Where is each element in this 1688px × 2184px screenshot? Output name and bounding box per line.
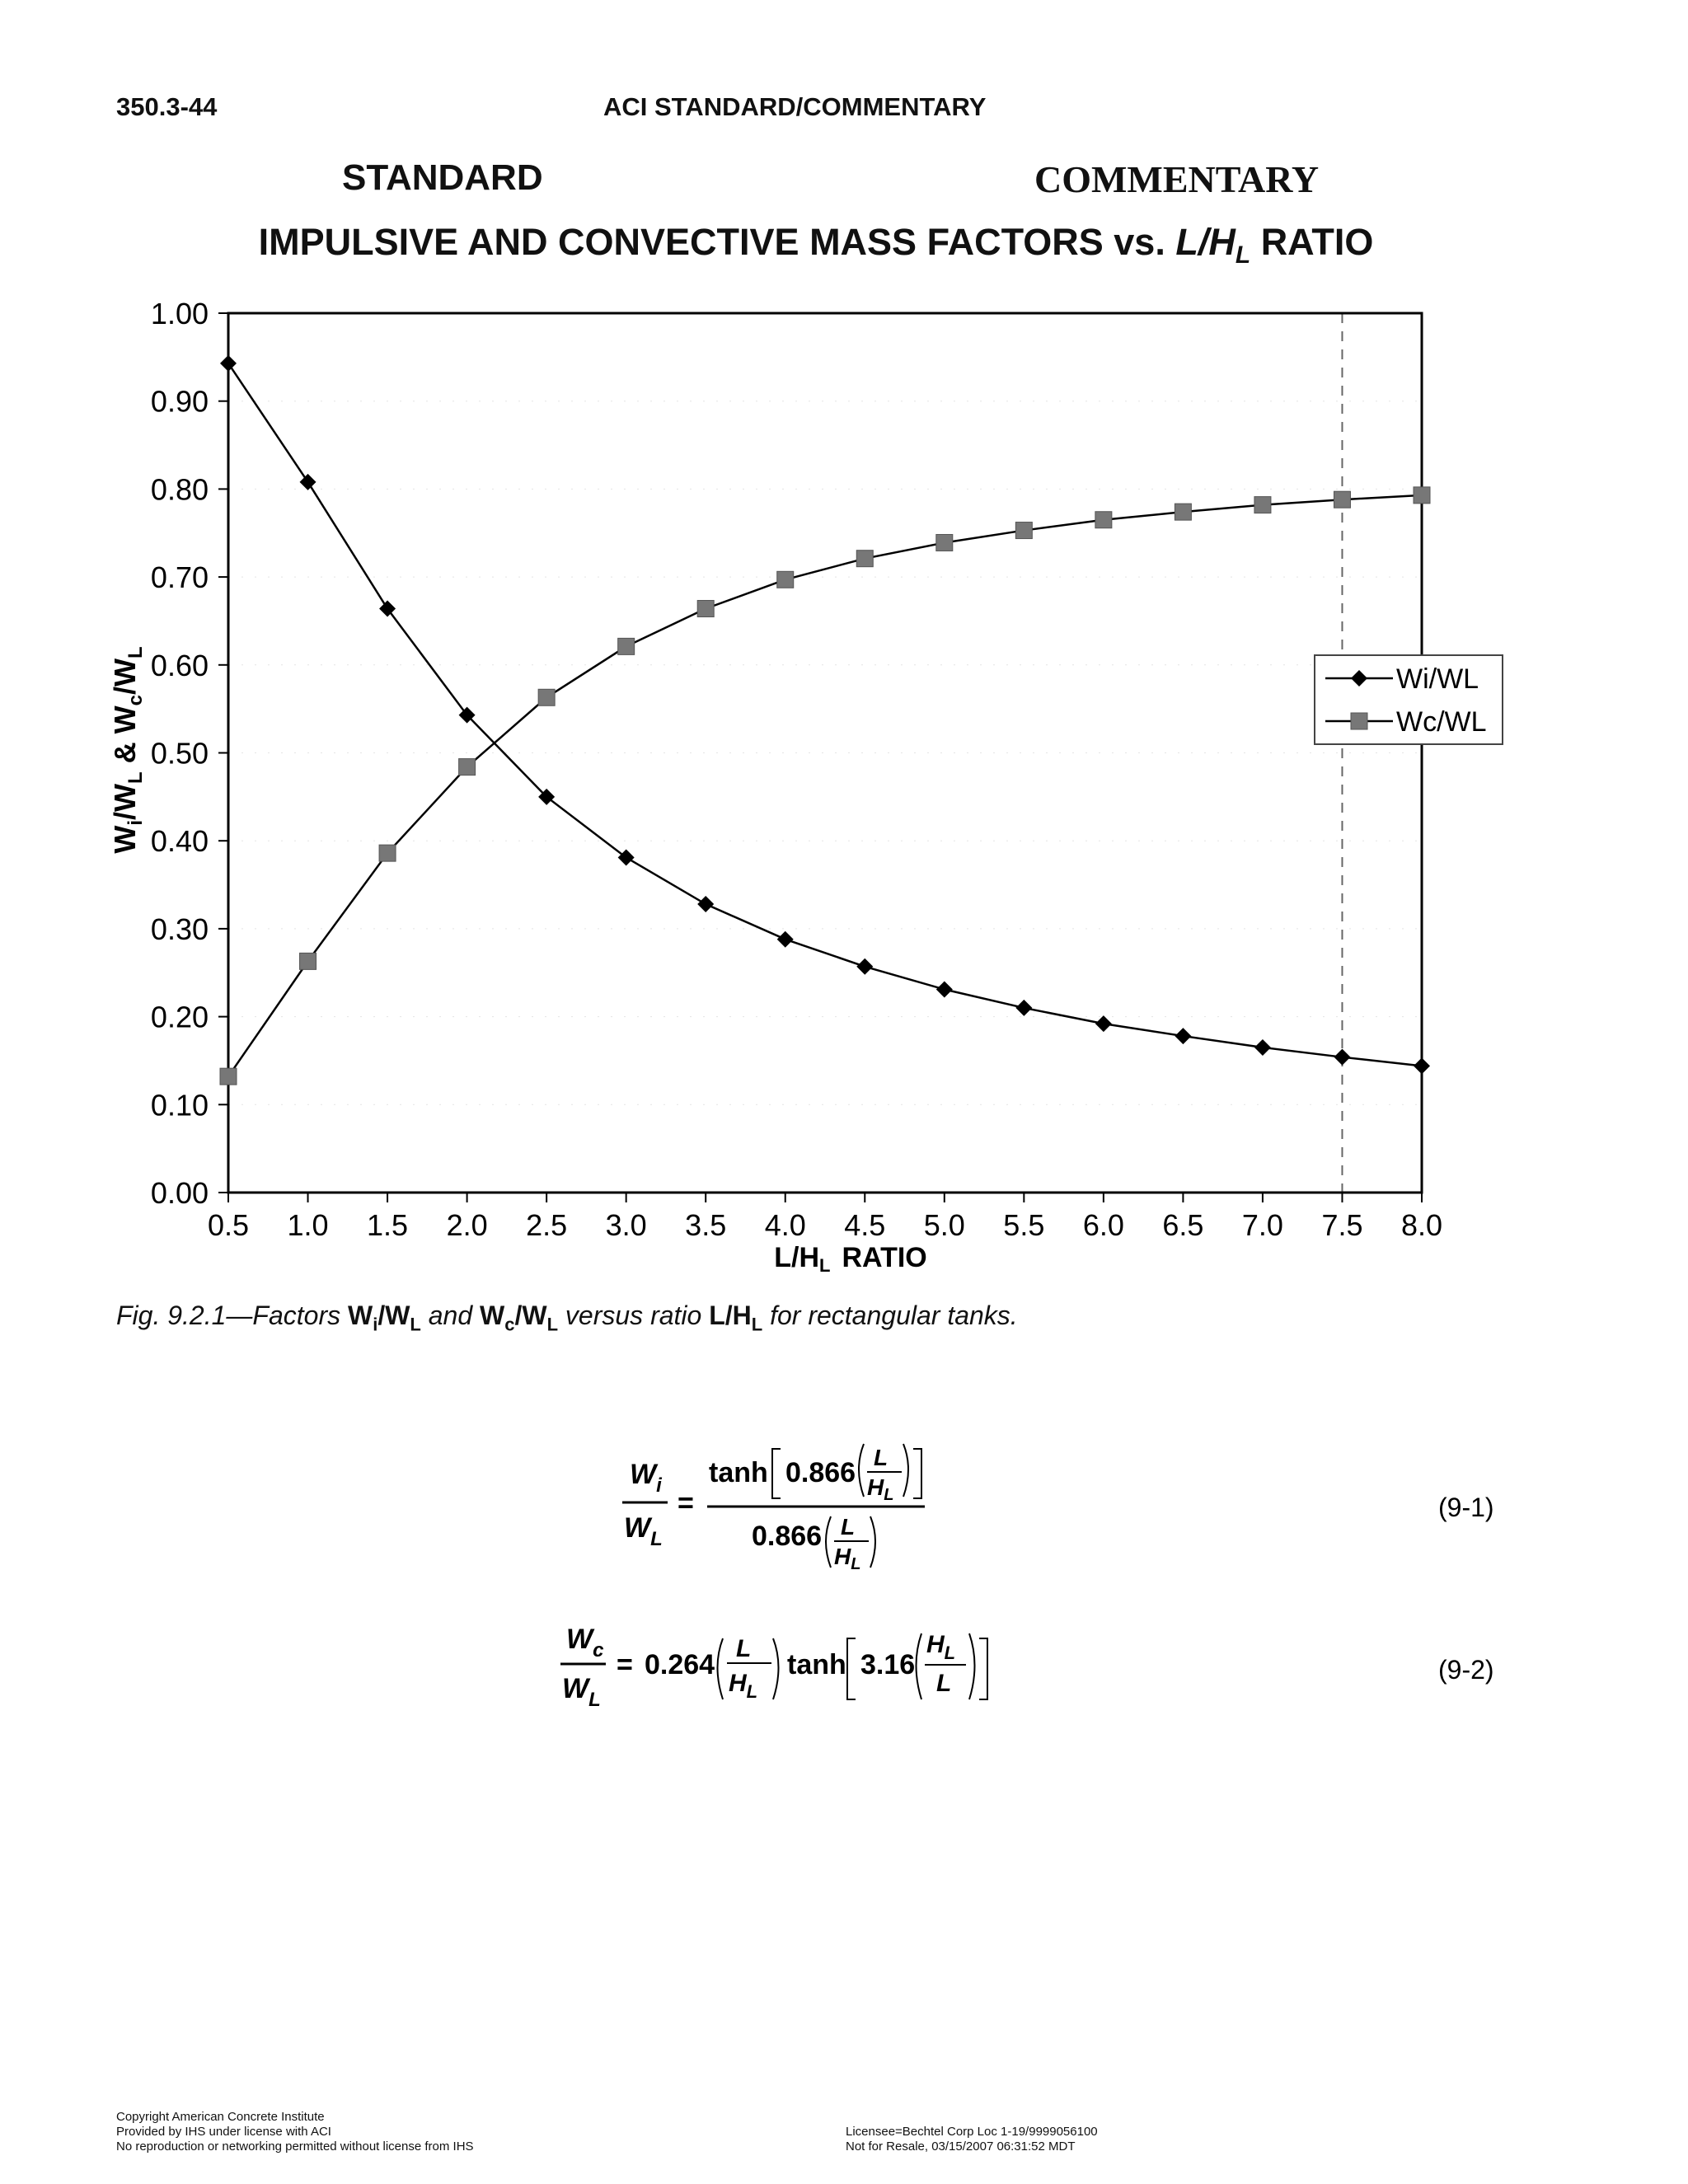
x-axis-label-main: L/H	[774, 1242, 820, 1273]
point-wc-wl-3	[459, 759, 476, 776]
x-tick-label-14: 7.5	[1321, 1208, 1363, 1242]
figure-title-suffix: RATIO	[1260, 221, 1374, 263]
point-wc-wl-7	[777, 571, 794, 588]
svg-text:L: L	[936, 1670, 952, 1697]
svg-text:=: =	[617, 1649, 633, 1680]
x-tick-label-3: 2.0	[446, 1208, 488, 1242]
figure-title-var-sub: L	[1235, 241, 1251, 269]
x-tick-label-6: 3.5	[685, 1208, 727, 1242]
point-wc-wl-9	[936, 534, 953, 551]
y-axis-label: $W_i/W_L$ & $W_c/W_L$	[108, 646, 147, 854]
legend-label-1: Wc/WL	[1396, 706, 1487, 738]
x-tick-label-15: 8.0	[1400, 1208, 1443, 1242]
y-tick-label-6: 0.60	[150, 648, 209, 682]
svg-text:L: L	[736, 1635, 752, 1662]
caption-lead: Fig. 9.2.1—Factors	[116, 1301, 341, 1330]
point-wi-wl-13	[1254, 1039, 1271, 1056]
point-wi-wl-11	[1095, 1015, 1112, 1032]
y-tick-label-7: 0.70	[150, 560, 209, 595]
y-tick-label-10: 1.00	[150, 297, 209, 330]
svg-text:0.866: 0.866	[785, 1457, 856, 1488]
equation-9-2	[0, 1615, 1688, 1731]
y-tick-label-0: 0.00	[150, 1176, 209, 1210]
y-tick-label-2: 0.20	[150, 1000, 209, 1034]
point-wi-wl-5	[618, 849, 635, 865]
x-tick-label-5: 3.0	[605, 1208, 647, 1242]
point-wc-wl-11	[1095, 512, 1112, 528]
series-markers	[220, 355, 1430, 1085]
commentary-column-label: COMMENTARY	[1034, 158, 1320, 200]
x-tick-label-8: 4.5	[844, 1208, 886, 1242]
point-wc-wl-15	[1414, 487, 1430, 504]
svg-text:HL: $H_L$	[729, 1670, 758, 1702]
y-axis	[151, 297, 228, 1210]
svg-text:=: =	[678, 1488, 694, 1519]
x-axis-label-sub: L	[819, 1255, 831, 1276]
x-tick-label-2: 1.5	[367, 1208, 409, 1242]
point-wi-wl-12	[1175, 1028, 1191, 1044]
point-wi-wl-14	[1334, 1049, 1350, 1066]
point-wi-wl-10	[1015, 1000, 1032, 1016]
x-tick-label-10: 5.5	[1003, 1208, 1045, 1242]
x-tick-label-12: 6.5	[1162, 1208, 1204, 1242]
footer-license: Licensee=Bechtel Corp Loc 1-19/9999056100 Not for Resale, 03/15/2007 06:31:52 MDT	[846, 2125, 1098, 2154]
y-tick-label-4: 0.40	[150, 824, 209, 859]
svg-text:Wi: $W_i$	[630, 1459, 662, 1497]
x-tick-label-9: 5.0	[923, 1208, 965, 1242]
figure-caption: Fig. 9.2.1—Factors $W_i/W_L$ and $W_c/W_L$ versus ratio $L/H_L$ for rectangular tanks.	[116, 1301, 1018, 1335]
chart-legend	[1315, 655, 1503, 744]
x-tick-label-0: 0.5	[207, 1208, 250, 1242]
point-wi-wl-1	[300, 474, 316, 490]
x-axis-label	[774, 1242, 926, 1276]
point-wi-wl-8	[856, 958, 873, 975]
point-wi-wl-15	[1414, 1057, 1430, 1074]
svg-text:HL: $H_L$	[926, 1631, 956, 1663]
point-wc-wl-1	[300, 953, 316, 969]
y-tick-label-8: 0.80	[150, 472, 209, 507]
point-wc-wl-13	[1254, 497, 1271, 513]
x-tick-label-4: 2.5	[526, 1208, 568, 1242]
y-tick-label-3: 0.30	[150, 912, 209, 946]
point-wc-wl-6	[697, 601, 714, 617]
svg-text:3.16: 3.16	[860, 1649, 916, 1680]
x-axis-label-suffix: RATIO	[842, 1242, 927, 1273]
point-wc-wl-0	[220, 1068, 237, 1085]
series-line-wi-wl	[228, 363, 1422, 1066]
point-wc-wl-4	[538, 689, 555, 705]
point-wc-wl-8	[856, 551, 873, 567]
x-tick-label-11: 6.0	[1082, 1208, 1124, 1242]
y-tick-label-9: 0.90	[150, 384, 209, 419]
point-wi-wl-9	[936, 982, 953, 998]
svg-text:HL: $H_L$	[867, 1474, 894, 1504]
equation-9-1	[0, 1434, 1688, 1582]
svg-text:WL: $W_L$	[624, 1512, 663, 1550]
figure-title-var: L/H	[1175, 221, 1236, 263]
standard-column-label: STANDARD	[342, 157, 543, 198]
point-wi-wl-6	[697, 896, 714, 912]
running-header: ACI STANDARD/COMMENTARY	[603, 92, 987, 121]
svg-text:HL: $H_L$	[834, 1544, 861, 1573]
point-wi-wl-2	[379, 601, 396, 617]
point-wc-wl-2	[379, 845, 396, 861]
legend-label-0: Wi/WL	[1396, 663, 1479, 695]
point-wi-wl-7	[777, 931, 794, 948]
equation-9-2-number: (9-2)	[1438, 1655, 1494, 1685]
point-wc-wl-14	[1334, 491, 1350, 508]
x-tick-label-13: 7.0	[1241, 1208, 1283, 1242]
equation-9-1-number: (9-1)	[1438, 1493, 1494, 1522]
svg-text:tanh: tanh	[709, 1457, 768, 1488]
x-axis	[208, 1193, 1442, 1242]
svg-text:0.866: 0.866	[752, 1521, 823, 1552]
series-lines	[228, 363, 1422, 1076]
footer-copyright: Copyright American Concrete Institute Provided by IHS under license with ACI No reproduction or networking permitted without license from IHS	[116, 2110, 474, 2154]
svg-text:L: L	[841, 1514, 856, 1540]
x-tick-label-7: 4.0	[764, 1208, 806, 1242]
svg-text:L: L	[874, 1445, 889, 1470]
series-line-wc-wl	[228, 495, 1422, 1076]
point-wc-wl-12	[1175, 504, 1191, 520]
y-tick-label-1: 0.10	[150, 1088, 209, 1122]
plot-area-frame	[228, 313, 1422, 1193]
svg-text:Wc: $W_c$	[566, 1624, 604, 1661]
page-number: 350.3-44	[116, 92, 218, 121]
point-wi-wl-0	[220, 355, 237, 372]
figure-title-prefix: IMPULSIVE AND CONVECTIVE MASS FACTORS vs.	[258, 221, 1165, 263]
y-tick-label-5: 0.50	[150, 736, 209, 771]
x-tick-label-1: 1.0	[287, 1208, 329, 1242]
svg-text:WL: $W_L$	[562, 1673, 601, 1711]
point-wc-wl-5	[618, 638, 635, 654]
legend-marker-wc-wl	[1351, 713, 1367, 729]
svg-text:tanh: tanh	[787, 1649, 846, 1680]
point-wc-wl-10	[1015, 523, 1032, 539]
svg-text:0.264: 0.264	[645, 1649, 715, 1680]
